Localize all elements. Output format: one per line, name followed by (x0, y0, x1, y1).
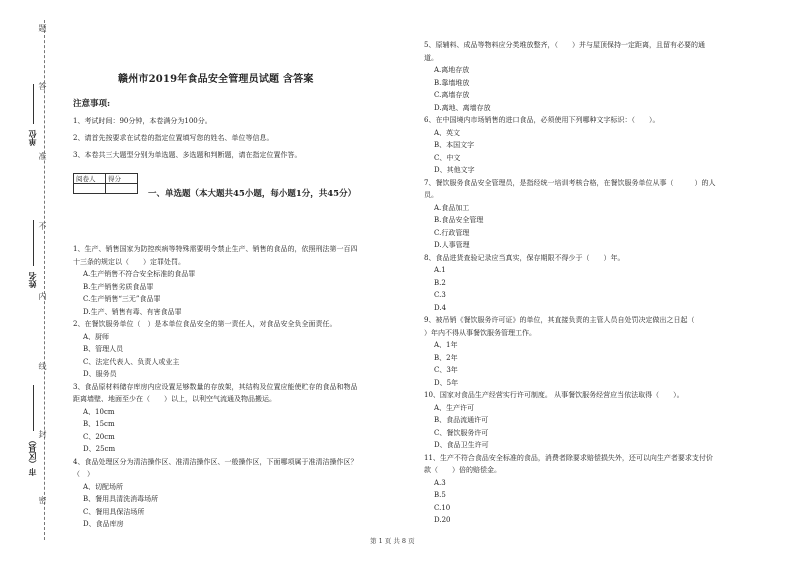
question-line: 3、食品原材料储存库房内应设置足够数量的存放架，其结构及位置应能使贮存的食品和物品 (73, 382, 358, 391)
option-c: C、餐饮服务许可 (434, 428, 489, 437)
option-d: D、食品库房 (83, 520, 124, 528)
question-11 (424, 452, 715, 527)
right-question-column (424, 39, 715, 527)
option-a: A、生产许可 (434, 403, 475, 412)
unit-fill-line (33, 84, 34, 124)
option-c: C.离墙存放 (434, 91, 470, 99)
option-b: B.生产销售劣质食品罪 (83, 282, 154, 291)
question-line: 6、在中国境内市场销售的进口食品，必须使用下列哪种文字标识：（ ）。 (424, 116, 660, 124)
option-c: C、餐用具保洁场所 (83, 507, 145, 516)
question-6 (424, 114, 715, 177)
option-a: A、厨师 (83, 332, 110, 341)
score-cell-grader[interactable] (74, 184, 106, 194)
margin-char: 不 (38, 222, 47, 230)
question-7 (424, 177, 715, 252)
question-line: 4、食品处理区分为清洁操作区、准清洁操作区、一般操作区，下面哪项属于准清洁操作区？ (73, 457, 358, 466)
question-line: 8、食品进货查验记录应当真实，保存期限不得少于（ ）年。 (424, 253, 625, 262)
page-number: 第 1 页 共 8 页 (370, 537, 415, 545)
question-5 (424, 39, 715, 114)
notice-item: 2、请首先按要求在试卷的指定位置填写您的姓名、单位等信息。 (73, 134, 274, 142)
option-c: C.行政管理 (434, 228, 470, 237)
option-c: C、中文 (434, 153, 461, 162)
option-b: B.靠墙堆放 (434, 78, 470, 87)
option-a: A.3 (434, 478, 446, 487)
question-10 (424, 389, 715, 452)
option-d: D.人事管理 (434, 241, 470, 249)
question-line: （ ） (73, 470, 94, 478)
option-a: A.食品加工 (434, 203, 470, 212)
question-line: 道。 (424, 53, 438, 62)
option-a: A、切配场所 (83, 482, 124, 491)
margin-char: 答 (38, 82, 47, 90)
option-c: C、法定代表人、负责人或业主 (83, 357, 180, 366)
option-a: A.生产销售不符合安全标准的食品罪 (83, 270, 196, 278)
question-line: 1、生产、销售国家为防控疾病等特殊需要明令禁止生产、销售的食品的，依照刑法第一百四 (73, 245, 358, 253)
option-d: D.离地、离墙存放 (434, 103, 491, 112)
binding-dashed-line (44, 20, 45, 540)
question-8 (424, 252, 715, 315)
notice-heading: 注意事项: (73, 99, 111, 109)
score-header-grader: 阅卷人 (74, 174, 106, 184)
question-line: 7、餐饮服务食品安全管理员，是指经统一培训考核合格，在餐饮服务单位从事（ ）的人 (424, 178, 716, 187)
margin-char: 封 (38, 430, 47, 438)
question-line: 十三条的规定以（ ）定罪处罚。 (73, 257, 185, 266)
margin-char: 密 (38, 496, 47, 504)
question-line: 2、在餐饮服务单位（ ）是本单位食品安全的第一责任人，对食品安全负全面责任。 (73, 320, 337, 328)
option-c: C.3 (434, 291, 446, 299)
option-b: B、食品流通许可 (434, 416, 489, 424)
option-a: A.1 (434, 266, 446, 274)
option-d: D.生产、销售有毒、有害食品罪 (83, 307, 182, 316)
option-c: C.10 (434, 503, 451, 512)
option-d: D.4 (434, 303, 447, 312)
notice-item: 3、本卷共三大题型分别为单选题、多选题和判断题，请在指定位置作答。 (73, 151, 302, 159)
question-4 (73, 456, 357, 531)
question-line: 款（ ）倍的赔偿金。 (424, 466, 501, 474)
option-a: A、英文 (434, 128, 461, 137)
margin-label-name: 姓名 (27, 272, 37, 288)
margin-char: 线 (38, 362, 47, 370)
margin-label-unit: 单位 (27, 130, 37, 146)
left-question-column (73, 243, 357, 531)
option-c: C.生产销售“三无”食品罪 (83, 295, 161, 303)
question-9 (424, 314, 715, 389)
option-b: B、2年 (434, 353, 458, 362)
section-heading: 一、单选题（本大题共45小题，每小题1分，共45分） (148, 189, 357, 199)
margin-char: 内 (38, 292, 47, 300)
option-d: D.20 (434, 516, 451, 524)
question-line: 5、原辅料、成品等物料应分类堆放整齐，（ ）并与屋顶保持一定距离，且留有必要的通 (424, 41, 705, 49)
option-d: D、服务员 (83, 370, 117, 378)
question-line: 10、国家对食品生产经营实行许可制度。 从事餐饮服务经营应当依法取得（ ）。 (424, 391, 684, 399)
question-2 (73, 318, 357, 381)
question-line: 11、生产不符合食品安全标准的食品，消费者除要求赔偿损失外，还可以向生产者要求支付价 (424, 453, 713, 462)
question-3 (73, 381, 357, 456)
district-fill-line (33, 385, 34, 431)
option-b: B.食品安全管理 (434, 216, 484, 224)
margin-label-district: 市（区县） (27, 436, 37, 476)
question-line: 员。 (424, 191, 438, 199)
question-line: 9、被吊销《餐饮服务许可证》的单位，其直接负责的主管人员自处罚决定做出之日起（ (424, 316, 695, 324)
option-b: B、餐用具清洗消毒场所 (83, 495, 159, 503)
option-a: A.离地存放 (434, 66, 470, 74)
score-cell-score[interactable] (106, 184, 138, 194)
option-b: B.2 (434, 278, 446, 287)
question-line: 距离墙壁、地面至少在（ ）以上，以利空气流通及物品搬运。 (73, 395, 276, 403)
page-title: 赣州市2019年食品安全管理员试题 含答案 (118, 74, 314, 85)
option-d: D、5年 (434, 378, 459, 387)
option-b: B.5 (434, 491, 446, 499)
option-b: B、本国文字 (434, 141, 475, 149)
score-header-score: 得分 (106, 174, 138, 184)
margin-char: 题 (38, 24, 47, 32)
question-1 (73, 243, 357, 318)
option-d: D、25cm (83, 445, 116, 453)
notice-item: 1、考试时间：90分钟，本卷满分为100分。 (73, 117, 212, 125)
option-b: B、管理人员 (83, 345, 124, 353)
option-a: A、1年 (434, 341, 458, 349)
score-table (73, 173, 138, 194)
option-b: B、15cm (83, 420, 115, 428)
margin-char: 准 (38, 152, 47, 160)
option-d: D、食品卫生许可 (434, 441, 489, 449)
name-fill-line (33, 220, 34, 266)
question-line: ）年内不得从事餐饮服务管理工作。 (424, 328, 536, 337)
option-c: C、3年 (434, 366, 458, 374)
option-d: D、其他文字 (434, 166, 475, 174)
option-a: A、10cm (83, 407, 115, 416)
option-c: C、20cm (83, 432, 115, 441)
